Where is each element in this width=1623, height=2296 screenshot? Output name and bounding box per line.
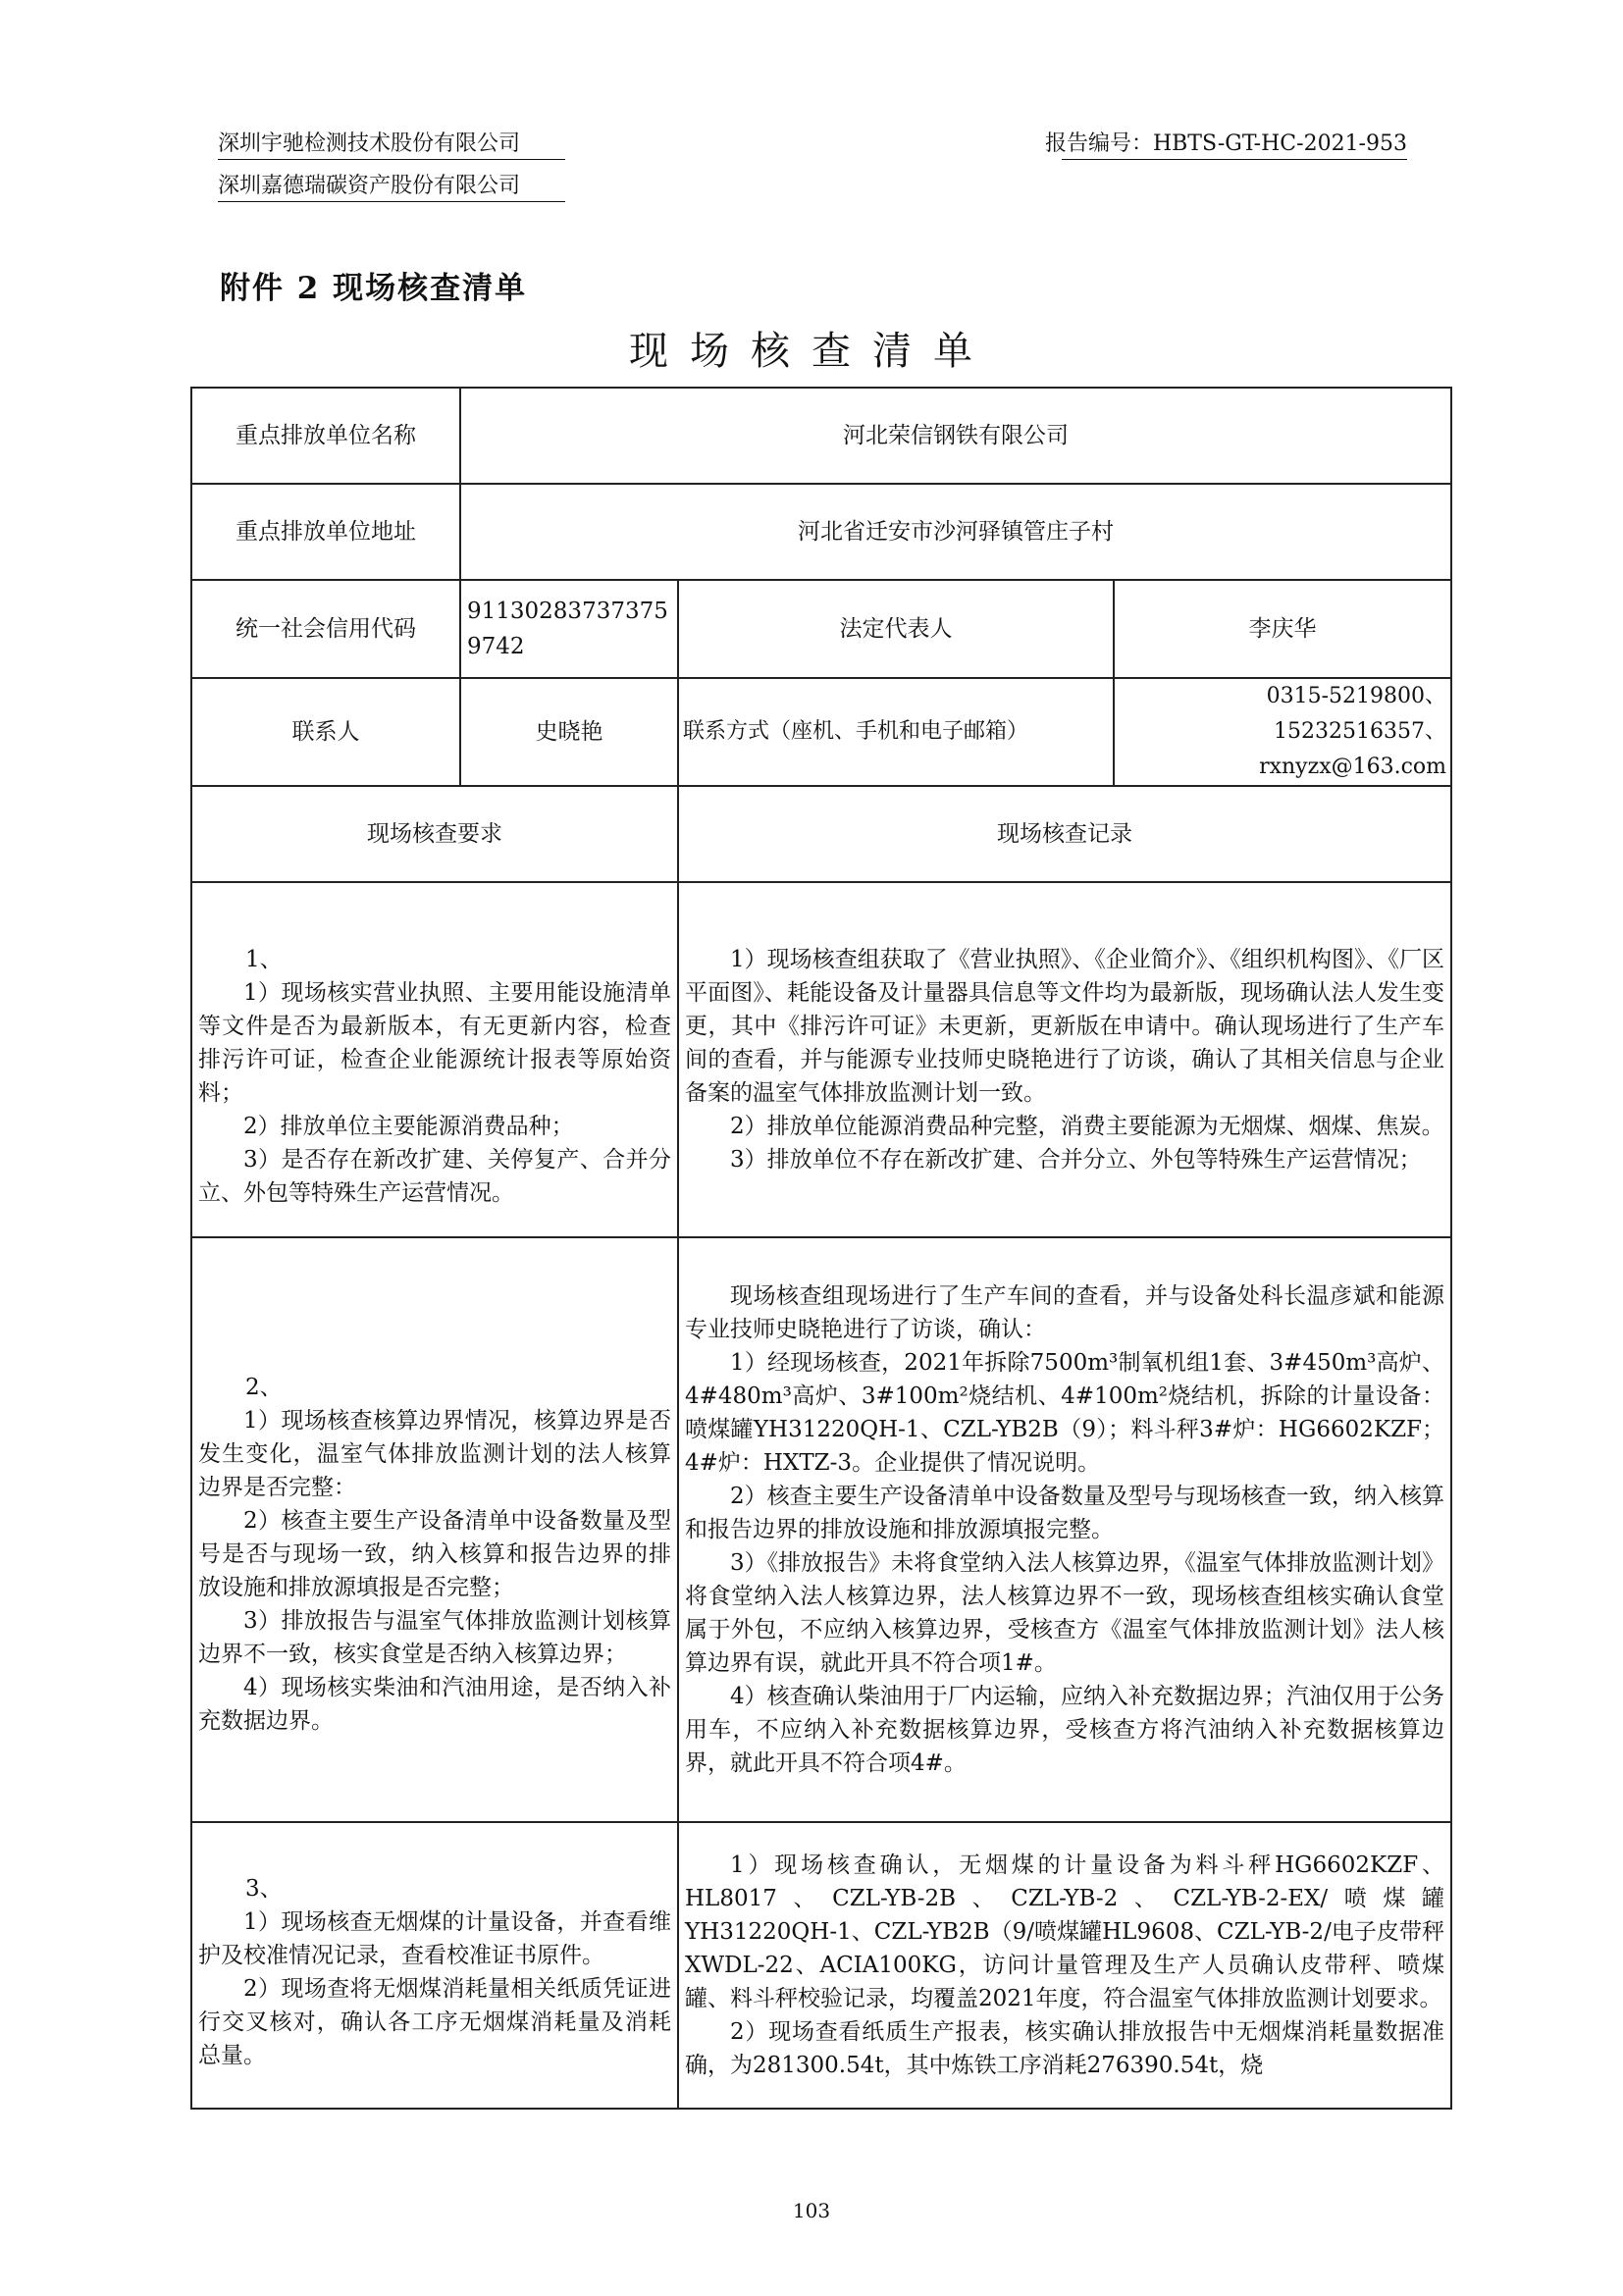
item-number: 2、 bbox=[245, 1375, 283, 1400]
requirement-text: 3）排放报告与温室气体排放监测计划核算边界不一致，核实食堂是否纳入核算边界； bbox=[198, 1608, 671, 1667]
contact-person-value: 史晓艳 bbox=[460, 678, 678, 786]
item-number: 1、 bbox=[245, 947, 283, 972]
contact-method-label: 联系方式（座机、手机和电子邮箱） bbox=[678, 678, 1114, 786]
record-text: 3）《排放报告》未将食堂纳入法人核算边界，《温室气体排放监测计划》将食堂纳入法人核算边界，法人核算边界不一致，现场核查组核实确认食堂属于外包，不应纳入核算边界，受核查方《温室气体排放监测计划》法人核算边界有误，就此开具不符合项1#。 bbox=[685, 1550, 1445, 1676]
document-title: 现场核查清单 bbox=[629, 329, 994, 374]
header-company-2: 深圳嘉德瑞碳资产股份有限公司 bbox=[218, 174, 521, 198]
record-cell bbox=[678, 1822, 1451, 2109]
requirement-cell bbox=[191, 1237, 678, 1822]
unit-address-value: 河北省迁安市沙河驿镇管庄子村 bbox=[460, 484, 1451, 580]
legal-rep-label: 法定代表人 bbox=[678, 580, 1114, 678]
unit-name-label: 重点排放单位名称 bbox=[191, 388, 460, 484]
header-underline-left-2 bbox=[218, 201, 565, 202]
header-report-number: 报告编号：HBTS-GT-HC-2021-953 bbox=[1044, 131, 1407, 156]
record-text: 2）现场查看纸质生产报表，核实确认排放报告中无烟煤消耗量数据准确，为281300.54t，其中炼铁工序消耗276390.54t，烧 bbox=[685, 2019, 1445, 2078]
contact-method-value: 0315-5219800、15232516357、rxnyzx@163.com bbox=[1114, 678, 1451, 786]
unit-name-value: 河北荣信钢铁有限公司 bbox=[460, 388, 1451, 484]
info-row-contact bbox=[191, 678, 1451, 786]
record-text: 3）排放单位不存在新改扩建、合并分立、外包等特殊生产运营情况； bbox=[730, 1147, 1422, 1173]
header-company-1: 深圳宇驰检测技术股份有限公司 bbox=[218, 131, 521, 156]
requirement-text: 2）现场查将无烟煤消耗量相关纸质凭证进行交叉核对，确认各工序无烟煤消耗量及消耗总量。 bbox=[198, 1976, 671, 2068]
legal-rep-value: 李庆华 bbox=[1114, 580, 1451, 678]
record-text: 4）核查确认柴油用于厂内运输，应纳入补充数据边界；汽油仅用于公务用车，不应纳入补充数据核算边界，受核查方将汽油纳入补充数据核算边界，就此开具不符合项4#。 bbox=[685, 1684, 1445, 1776]
info-row-address bbox=[191, 484, 1451, 580]
record-text: 1）现场核查组获取了《营业执照》、《企业简介》、《组织机构图》、《厂区平面图》、耗能设备及计量器具信息等文件均为最新版，现场确认法人发生变更，其中《排污许可证》未更新，更新版在申请中。确认现场进行了生产车间的查看，并与能源专业技师史晓艳进行了访谈，确认了其相关信息与企业备案的温室气体排放监测计划一致。 bbox=[685, 947, 1445, 1106]
record-text: 1）现场核查确认，无烟煤的计量设备为料斗秤HG6602KZF、HL8017、CZL-YB-2B、CZL-YB-2、CZL-YB-2-EX/喷煤罐YH31220QH-1、CZL-YB2B（9/喷煤罐HL9608、CZL-YB-2/电子皮带秤XWDL-22、ACIA100KG，访问计量管理及生产人员确认皮带秤、喷煤罐、料斗秤校验记录，均覆盖2021年度，符合温室气体排放监测计划要求。 bbox=[685, 1852, 1445, 2011]
requirement-cell bbox=[191, 882, 678, 1237]
requirement-text: 1）现场核查无烟煤的计量设备，并查看维护及校准情况记录，查看校准证书原件。 bbox=[198, 1909, 671, 1968]
info-row-credit bbox=[191, 580, 1451, 678]
requirement-text: 3）是否存在新改扩建、关停复产、合并分立、外包等特殊生产运营情况。 bbox=[198, 1147, 671, 1206]
table-row bbox=[191, 882, 1451, 1237]
requirement-text: 4）现场核实柴油和汽油用途，是否纳入补充数据边界。 bbox=[198, 1675, 671, 1734]
record-text: 现场核查组现场进行了生产车间的查看，并与设备处科长温彦斌和能源专业技师史晓艳进行了访谈，确认： bbox=[685, 1283, 1445, 1342]
page-number: 103 bbox=[792, 2199, 831, 2222]
record-column-header: 现场核查记录 bbox=[678, 786, 1451, 882]
record-text: 2）核查主要生产设备清单中设备数量及型号与现场核查一致，纳入核算和报告边界的排放设施和排放源填报完整。 bbox=[685, 1484, 1445, 1542]
table-row bbox=[191, 1822, 1451, 2109]
header-underline-left bbox=[218, 159, 565, 160]
contact-person-label: 联系人 bbox=[191, 678, 460, 786]
credit-code-value: 911302837373759742 bbox=[460, 580, 678, 678]
unit-address-label: 重点排放单位地址 bbox=[191, 484, 460, 580]
requirement-text: 1）现场核查核算边界情况，核算边界是否发生变化，温室气体排放监测计划的法人核算边界是否完整： bbox=[198, 1408, 671, 1500]
annex-title: 附件 2 现场核查清单 bbox=[220, 271, 528, 306]
requirement-column-header: 现场核查要求 bbox=[191, 786, 678, 882]
header-underline-right bbox=[1062, 159, 1407, 160]
record-cell bbox=[678, 882, 1451, 1237]
column-header-row bbox=[191, 786, 1451, 882]
credit-code-label: 统一社会信用代码 bbox=[191, 580, 460, 678]
info-row-name bbox=[191, 388, 1451, 484]
requirement-text: 2）核查主要生产设备清单中设备数量及型号是否与现场一致，纳入核算和报告边界的排放设施和排放源填报是否完整； bbox=[198, 1508, 671, 1600]
record-text: 2）排放单位能源消费品种完整，消费主要能源为无烟煤、烟煤、焦炭。 bbox=[730, 1114, 1444, 1139]
checklist-table bbox=[190, 387, 1452, 2110]
item-number: 3、 bbox=[245, 1876, 283, 1902]
record-text: 1）经现场核查，2021年拆除7500m³制氧机组1套、3#450m³高炉、4#480m³高炉、3#100m²烧结机、4#100m²烧结机，拆除的计量设备：喷煤罐YH31220QH-1、CZL-YB2B（9）；料斗秤3#炉：HG6602KZF；4#炉：HXTZ-3。企业提供了情况说明。 bbox=[685, 1350, 1445, 1476]
record-cell bbox=[678, 1237, 1451, 1822]
requirement-text: 2）排放单位主要能源消费品种； bbox=[243, 1114, 574, 1139]
requirement-text: 1）现场核实营业执照、主要用能设施清单等文件是否为最新版本，有无更新内容，检查排污许可证，检查企业能源统计报表等原始资料； bbox=[198, 980, 671, 1106]
table-row bbox=[191, 1237, 1451, 1822]
requirement-cell bbox=[191, 1822, 678, 2109]
